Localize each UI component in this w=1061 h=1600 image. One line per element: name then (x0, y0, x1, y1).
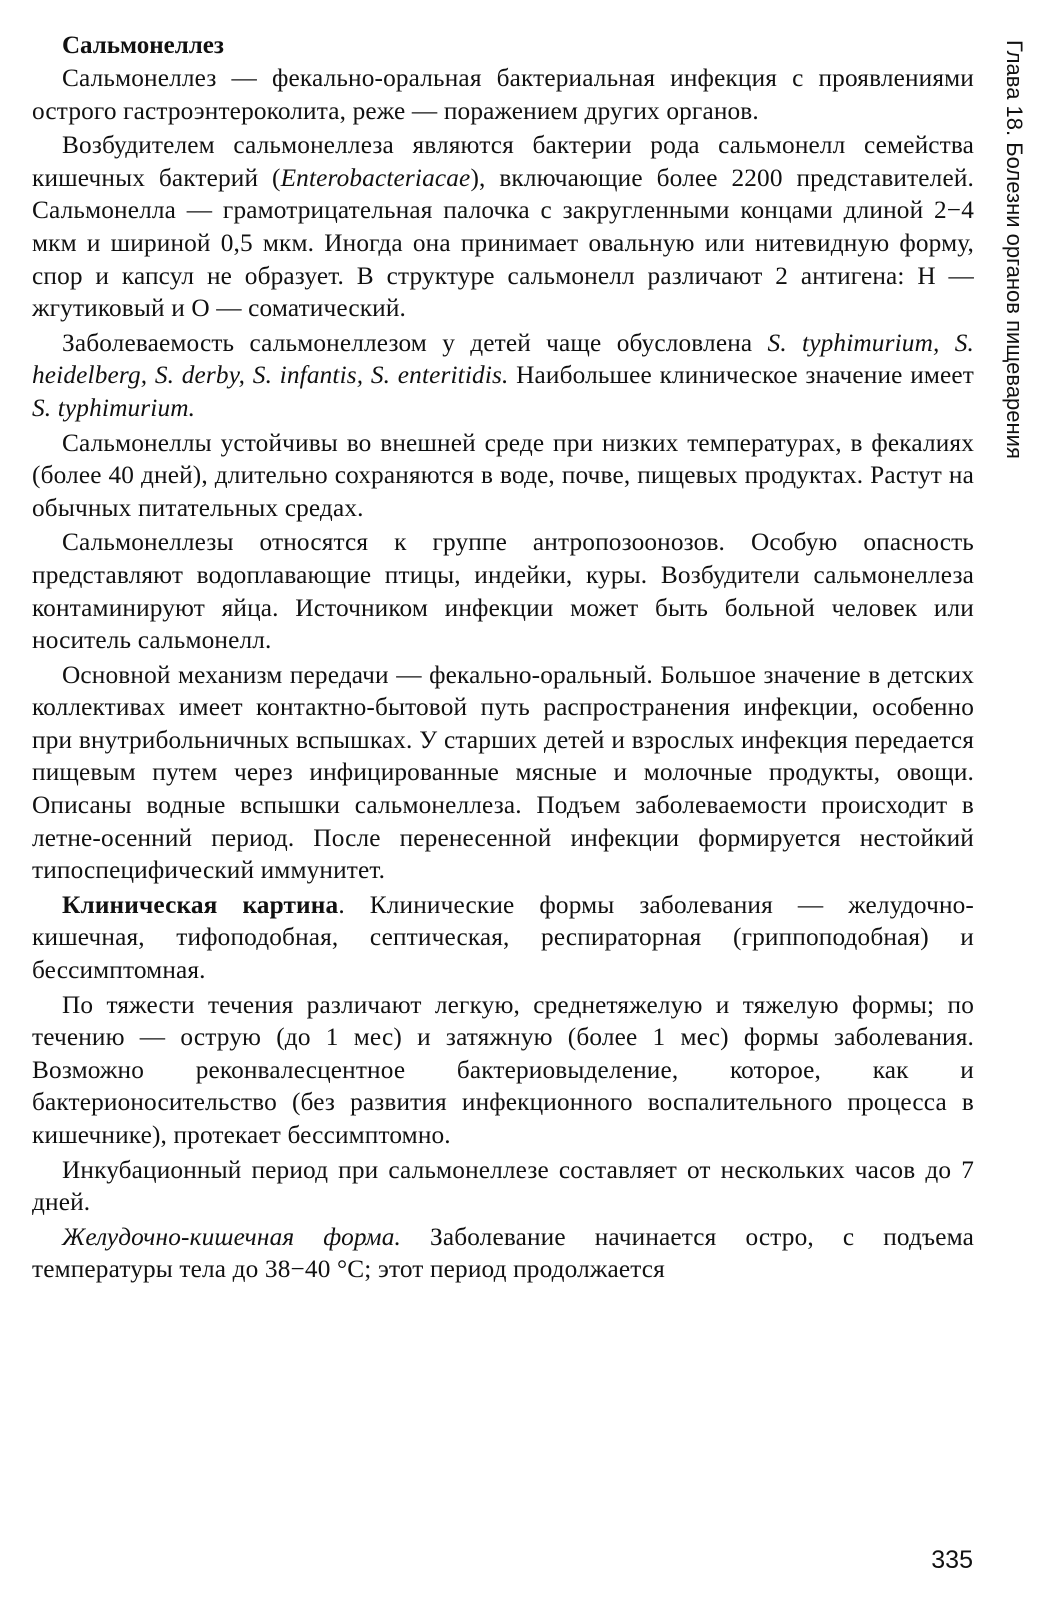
paragraph (32, 1221, 974, 1286)
text-run: Сальмонеллезы относятся к группе антропозоонозов. Особую опасность представляют водоплавающие птицы, индейки, куры. Возбудители сальмонеллеза контаминируют яйца. Источником инфекции может быть больной человек или носитель сальмонелл. (32, 528, 974, 655)
page-number: 335 (931, 1546, 973, 1574)
text-run: Сальмонеллез — фекально-оральная бактериальная инфекция с проявлениями острого гастроэнтероколита, реже — поражением других органов. (32, 64, 974, 125)
paragraph (32, 889, 974, 987)
paragraph (32, 62, 974, 127)
text-run: Наибольшее клиническое значение имеет (508, 361, 974, 390)
text-run: Основной механизм передачи — фекально-оральный. Большое значение в детских коллективах имеет контактно-бытовой путь распространения инфекции, особенно при внутрибольничных вспышках. У старших детей и взрослых инфекция передается пищевым путем через инфицированные мясные и молочные продукты, овощи. Описаны водные вспышки сальмонеллеза. Подъем заболеваемости происходит в летне-осенний период. После перенесенной инфекции формируется нестойкий типоспецифический иммунитет. (32, 660, 974, 885)
italic-text: S. typhimurium, S. heidelberg, S. derby, S. infantis, S. enteritidis. (32, 328, 974, 390)
italic-text: Enterobacteriacae (280, 163, 471, 192)
paragraph (32, 427, 974, 525)
italic-text: Желудочно-кишечная форма. (62, 1222, 401, 1251)
text-run: . Клинические формы заболевания — желудочно-кишечная, тифоподобная, септическая, респираторная (гриппоподобная) и бессимптомная. (32, 890, 975, 985)
text-run: Заболевание начинается остро, с подъема температуры тела до 38−40 °С; этот период продолжается (32, 1222, 974, 1284)
text-run: По тяжести течения различают легкую, среднетяжелую и тяжелую формы; по течению — острую (до 1 мес) и затяжную (более 1 мес) формы заболевания. Возможно реконвалесцентное бактериовыделение, которое, как и бактерионосительство (без развития инфекционного воспалительного процесса в кишечнике), протекает бессимптомно. (32, 990, 974, 1149)
paragraph (32, 1154, 974, 1219)
paragraph-list (32, 62, 974, 1286)
running-head: Глава 18. Болезни органов пищеварения (1002, 40, 1027, 459)
text-run: Инкубационный период при сальмонеллезе составляет от нескольких часов до 7 дней. (32, 1155, 974, 1217)
text-run: ), включающие более 2200 представителей. Сальмонелла — грамотрицательная палочка с закругленными концами длиной 2−4 мкм и шириной 0,5 мкм. Иногда она принимает овальную или нитевидную форму, спор и капсул не образует. В структуре сальмонелл различают 2 антигена: Н — жгутиковый и О — соматический. (32, 163, 974, 323)
text-run: Сальмонеллы устойчивы во внешней среде при низких температурах, в фекалиях (более 40 дней), длительно сохраняются в воде, почве, пищевых продуктах. Растут на обычных питательных средах. (32, 428, 974, 522)
paragraph (32, 327, 974, 425)
paragraph (32, 989, 974, 1152)
section-title: Сальмонеллез (62, 32, 224, 59)
text-run: Заболеваемость сальмонеллезом у детей чаще обусловлена (62, 328, 768, 357)
page-body (32, 30, 974, 1570)
paragraph (32, 659, 974, 887)
bold-text: Клиническая картина (62, 890, 339, 919)
text-run: Возбудителем сальмонеллеза являются бактерии рода сальмонелл семейства кишечных бактерий ( (32, 131, 974, 192)
paragraph (32, 526, 974, 656)
paragraph (32, 129, 974, 325)
italic-text: S. typhimurium. (32, 393, 196, 422)
